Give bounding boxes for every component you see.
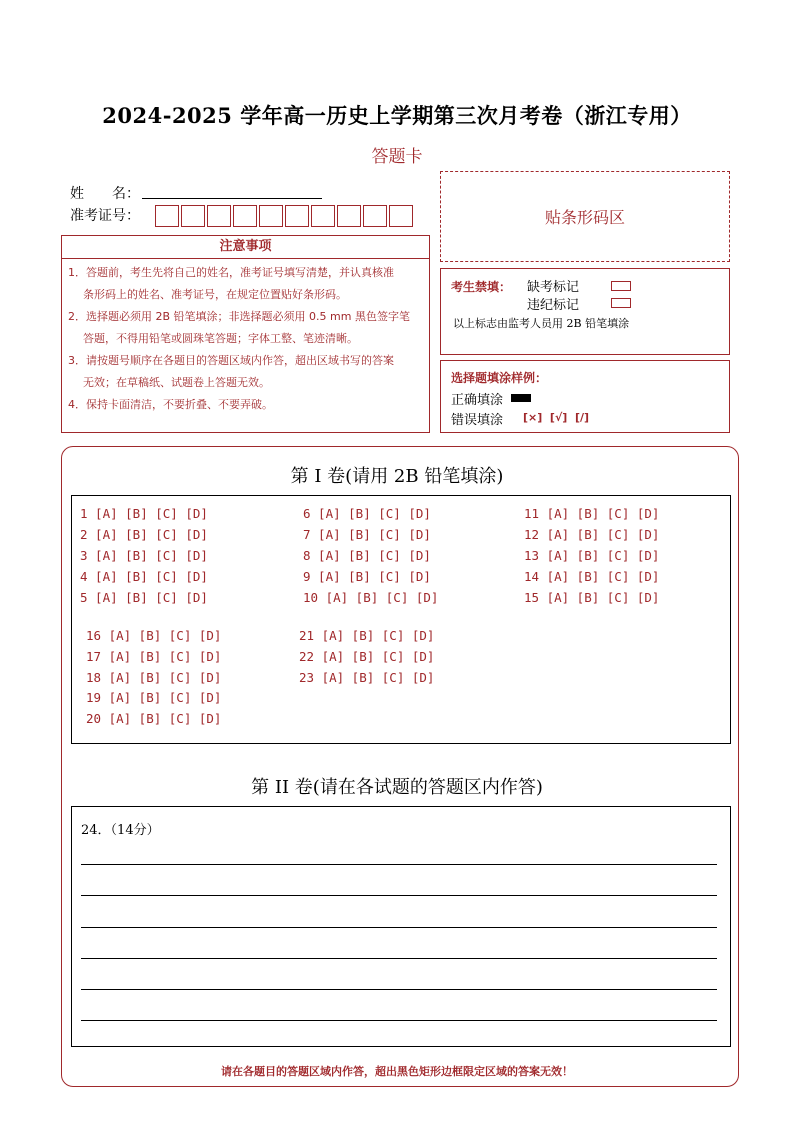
choice-column xyxy=(80,503,208,608)
answer-line[interactable] xyxy=(81,927,717,928)
answer-line[interactable] xyxy=(81,895,717,896)
choice-row[interactable]: 20 [A] [B] [C] [D] xyxy=(86,711,222,727)
id-digit-box[interactable] xyxy=(207,205,231,227)
choice-row[interactable]: 17 [A] [B] [C] [D] xyxy=(86,648,222,664)
choice-row[interactable]: 12 [A] [B] [C] [D] xyxy=(524,527,660,542)
wrong-fill-marks: [×] [√] [/] xyxy=(523,411,590,424)
notice-item: 2．选择题必须用 2B 铅笔填涂；非选择题必须用 0.5 mm 黑色签字笔 xyxy=(68,310,410,323)
answer-line[interactable] xyxy=(81,864,717,865)
absent-mark-label: 缺考标记 xyxy=(527,280,580,295)
choice-row[interactable]: 22 [A] [B] [C] [D] xyxy=(299,648,435,664)
id-digit-box[interactable] xyxy=(259,205,283,227)
choice-row[interactable]: 19 [A] [B] [C] [D] xyxy=(86,690,222,706)
id-digit-box[interactable] xyxy=(181,205,205,227)
exam-id-boxes[interactable] xyxy=(155,205,415,227)
notice-item: 答题，不得用铅笔或圆珠笔答题；字体工整、笔迹清晰。 xyxy=(83,332,358,345)
answer-line[interactable] xyxy=(81,989,717,990)
choice-row[interactable]: 18 [A] [B] [C] [D] xyxy=(86,669,222,685)
violation-mark-label: 违纪标记 xyxy=(527,298,580,313)
choice-row[interactable]: 14 [A] [B] [C] [D] xyxy=(524,569,660,584)
choice-row[interactable]: 13 [A] [B] [C] [D] xyxy=(524,548,660,563)
id-digit-box[interactable] xyxy=(337,205,361,227)
choice-row[interactable]: 6 [A] [B] [C] [D] xyxy=(303,506,431,521)
choice-row[interactable]: 5 [A] [B] [C] [D] xyxy=(80,590,208,605)
wrong-fill-label: 错误填涂 xyxy=(451,413,504,428)
notice-item: 无效；在草稿纸、试题卷上答题无效。 xyxy=(83,376,270,389)
choice-row[interactable]: 3 [A] [B] [C] [D] xyxy=(80,548,208,563)
choice-row[interactable]: 11 [A] [B] [C] [D] xyxy=(524,506,660,521)
question-number: 24．（14分） xyxy=(81,823,160,838)
choice-row[interactable]: 10 [A] [B] [C] [D] xyxy=(303,590,439,605)
notice-item: 条形码上的姓名、准考证号，在规定位置贴好条形码。 xyxy=(83,288,347,301)
choice-row[interactable]: 23 [A] [B] [C] [D] xyxy=(299,669,435,685)
name-label: 姓 名： xyxy=(70,186,140,202)
correct-fill-mark xyxy=(511,394,531,402)
choice-column xyxy=(299,626,434,688)
sample-heading: 选择题填涂样例： xyxy=(451,371,548,385)
notice-item: 3．请按题号顺序在各题目的答题区域内作答，超出区域书写的答案 xyxy=(68,354,394,367)
footer-warning: 请在各题目的答题区域内作答，超出黑色矩形边框限定区域的答案无效！ xyxy=(221,1065,573,1078)
choice-column xyxy=(524,503,659,608)
part2-title: 第 II 卷(请在各试题的答题区内作答) xyxy=(251,777,543,798)
violation-mark-box[interactable] xyxy=(611,298,631,308)
forbid-note: 以上标志由监考人员用 2B 铅笔填涂 xyxy=(453,317,630,330)
choice-row[interactable]: 1 [A] [B] [C] [D] xyxy=(80,506,208,521)
notice-heading: 注意事项 xyxy=(62,236,429,259)
id-digit-box[interactable] xyxy=(363,205,387,227)
answer-line[interactable] xyxy=(81,1020,717,1021)
id-digit-box[interactable] xyxy=(155,205,179,227)
choice-row[interactable]: 16 [A] [B] [C] [D] xyxy=(86,628,222,643)
notice-item: 4．保持卡面清洁，不要折叠、不要弄破。 xyxy=(68,398,273,411)
correct-fill-label: 正确填涂 xyxy=(451,393,504,408)
forbid-label: 考生禁填： xyxy=(451,280,512,294)
id-digit-box[interactable] xyxy=(285,205,309,227)
choice-column xyxy=(86,626,221,730)
answer-line[interactable] xyxy=(81,958,717,959)
exam-id-label: 准考证号： xyxy=(70,208,140,224)
id-digit-box[interactable] xyxy=(233,205,257,227)
examinee-forbidden-panel xyxy=(440,268,730,355)
choice-column xyxy=(303,503,438,608)
choice-row[interactable]: 8 [A] [B] [C] [D] xyxy=(303,548,431,563)
page-subtitle: 答题卡 xyxy=(371,147,423,167)
choice-row[interactable]: 7 [A] [B] [C] [D] xyxy=(303,527,431,542)
part1-title: 第 I 卷(请用 2B 铅笔填涂) xyxy=(290,466,504,487)
notice-item: 1．答题前，考生先将自己的姓名，准考证号填写清楚，并认真核准 xyxy=(68,266,394,279)
choice-row[interactable]: 4 [A] [B] [C] [D] xyxy=(80,569,208,584)
choice-row[interactable]: 2 [A] [B] [C] [D] xyxy=(80,527,208,542)
barcode-area xyxy=(440,171,730,262)
page-title: 2024-2025 学年高一历史上学期第三次月考卷（浙江专用） xyxy=(102,103,692,128)
fill-sample-panel xyxy=(440,360,730,433)
choice-row[interactable]: 21 [A] [B] [C] [D] xyxy=(299,628,435,643)
choice-answer-box xyxy=(71,495,731,744)
id-digit-box[interactable] xyxy=(389,205,413,227)
notice-panel xyxy=(61,235,430,433)
id-digit-box[interactable] xyxy=(311,205,335,227)
absent-mark-box[interactable] xyxy=(611,281,631,291)
choice-row[interactable]: 15 [A] [B] [C] [D] xyxy=(524,590,660,605)
choice-row[interactable]: 9 [A] [B] [C] [D] xyxy=(303,569,431,584)
barcode-label: 贴条形码区 xyxy=(544,208,625,227)
name-field[interactable] xyxy=(142,198,322,199)
